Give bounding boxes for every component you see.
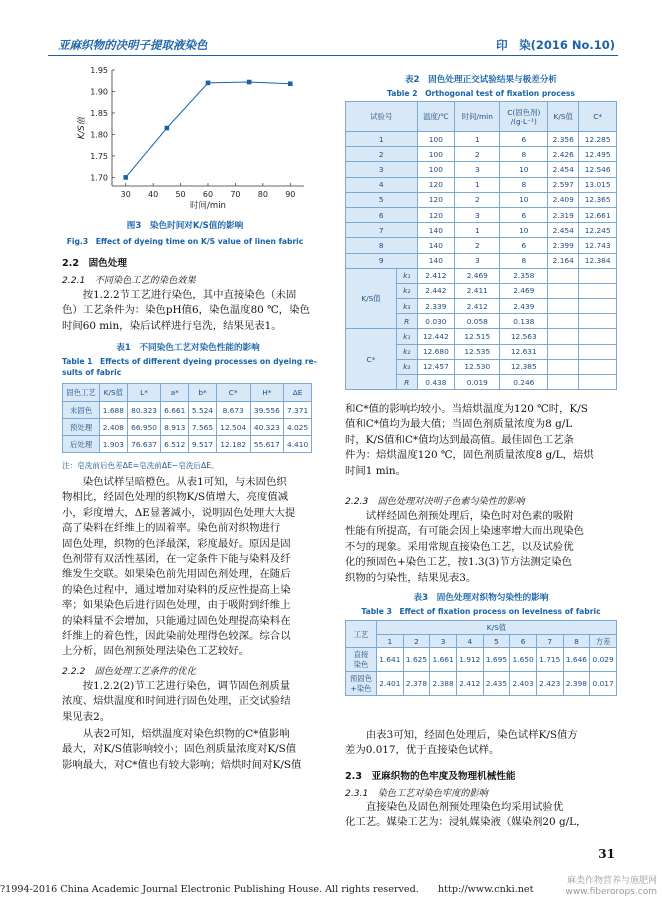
x-axis-label: 时间/min — [190, 201, 226, 210]
table-2-header-cell: 时间/min — [455, 102, 500, 132]
table-2-cell: 3 — [455, 207, 500, 222]
table-2-cell: 120 — [417, 177, 455, 192]
text-line: 纤维上的着色性，因此染前处理得色较深。综合以 — [62, 630, 291, 643]
y-tick-label: 1.90 — [90, 87, 108, 97]
table-2-empty-cell — [579, 268, 617, 283]
table-3-cell: 1.661 — [430, 648, 457, 672]
paragraph-2-2-1-intro — [62, 288, 314, 334]
table-3-row-label-line: 预固色 — [349, 673, 373, 683]
table-2-factor-label: k₁ — [396, 329, 417, 344]
table-3-row — [346, 672, 617, 696]
data-point — [247, 80, 252, 85]
table-2-cell: 12.535 — [455, 344, 500, 359]
header-rule — [48, 55, 618, 56]
table-3-caption-en: Table 3 Effect of fixation process on levelness of fabric — [361, 607, 601, 616]
section-2-2-heading: 2.2 固色处理 — [62, 258, 127, 269]
table-1-cell: 8.673 — [216, 402, 250, 419]
text-line: 率；如果染色后进行固色处理，由于吸附到纤维上 — [62, 599, 291, 612]
data-point — [288, 81, 293, 86]
table-2-factor-label: k₃ — [396, 359, 417, 374]
page-number: 31 — [598, 847, 615, 861]
table-2-cell: 12.515 — [455, 329, 500, 344]
table-1-row-label: 未固色 — [63, 402, 100, 419]
text-line: 按1.2.2(2)节工艺进行染色，调节固色剂质量 — [82, 680, 291, 692]
paragraph-2-2-2-analysis — [62, 727, 314, 773]
table-2-empty-cell — [579, 359, 617, 374]
table-2-row-label: 8 — [346, 238, 418, 253]
table-3-cell: 0.029 — [590, 648, 617, 672]
table-2-row — [346, 253, 617, 268]
table-2-row-label: 3 — [346, 162, 418, 177]
table-1-cell: 55.617 — [250, 436, 284, 453]
y-axis-label: K/S值 — [77, 116, 87, 140]
table-1-header-cell: 固色工艺 — [63, 384, 100, 402]
table-2-cell: 6 — [500, 238, 548, 253]
table-2-cell: 2.358 — [500, 268, 548, 283]
table-2-cell: 12.285 — [579, 132, 617, 147]
table-3-header-cell: K/S值 — [377, 621, 617, 635]
table-2-cell: 2.319 — [548, 207, 579, 222]
table-2 — [345, 101, 617, 390]
table-1-row-label: 后处理 — [63, 436, 100, 453]
table-1-caption-en-line2: sults of fabric — [62, 368, 122, 377]
table-2-header-cell: 温度/℃ — [417, 102, 455, 132]
table-3-caption-cn: 表3 固色处理对织物匀染性的影响 — [413, 593, 549, 603]
table-1-cell: 6.661 — [161, 402, 189, 419]
text-line: 时间60 min，染后试样进行皂洗，结果见表1。 — [62, 319, 282, 332]
paragraph-2-2-2-conclusion — [345, 402, 617, 479]
text-line: 和C*值的影响均较小。当焙烘温度为120 ℃时，K/S — [345, 403, 588, 415]
data-point — [165, 126, 170, 131]
table-2-empty-cell — [579, 314, 617, 329]
table-1-row — [63, 402, 312, 419]
table-2-cell: 12.661 — [579, 207, 617, 222]
x-tick-label: 30 — [120, 190, 131, 199]
table-3-sub-header-cell: 方差 — [590, 635, 617, 648]
table-2-cell: 13.015 — [579, 177, 617, 192]
text-line: 小，彩度增大，ΔE显著减小，说明固色处理大大提 — [62, 506, 296, 519]
table-3-cell: 2.378 — [403, 672, 430, 696]
table-1-cell: 76.637 — [127, 436, 161, 453]
table-2-row — [346, 177, 617, 192]
table-3-row-label-line: 直接 — [353, 649, 369, 659]
text-line: 值和C*值均为最大值；当固色剂质量浓度为8 g/L — [345, 418, 573, 431]
table-2-cell: 120 — [417, 192, 455, 207]
text-line: 物相比，经固色处理的织物K/S值增大，亮度值减 — [62, 491, 289, 504]
table-2-c-row — [346, 329, 617, 344]
table-2-cell: 100 — [417, 147, 455, 162]
table-1-cell: 80.323 — [127, 402, 161, 419]
table-2-cell: 8 — [500, 253, 548, 268]
table-1 — [62, 383, 312, 453]
table-3-cell: 2.412 — [456, 672, 483, 696]
text-line: 果见表2。 — [62, 710, 111, 723]
table-2-cell: 2.454 — [548, 223, 579, 238]
table-2-cell: 120 — [417, 207, 455, 222]
table-2-empty-cell — [548, 283, 579, 298]
table-1-cell: 40.323 — [250, 419, 284, 436]
table-2-cell: 2.469 — [455, 268, 500, 283]
table-1-cell: 9.517 — [189, 436, 217, 453]
table-1-note: 注：皂洗前后色差ΔE=皂洗前ΔE−皂洗后ΔE。 — [62, 461, 219, 470]
table-2-cell: 2.399 — [548, 238, 579, 253]
table-2-cell: 12.385 — [500, 359, 548, 374]
running-header-issue: 印 染(2016 No.10) — [496, 38, 615, 52]
table-2-empty-cell — [548, 359, 579, 374]
table-2-row — [346, 238, 617, 253]
table-1-cell: 5.524 — [189, 402, 217, 419]
table-2-row-label: 1 — [346, 132, 418, 147]
table-3-cell: 1.641 — [377, 648, 404, 672]
text-line: 的染料量不会增加，只能通过固色处理提高染料在 — [62, 614, 291, 627]
table-3-sub-header-cell: 1 — [377, 635, 404, 648]
table-1-cell: 4.025 — [284, 419, 312, 436]
table-2-header-row — [346, 102, 617, 132]
table-2-empty-cell — [548, 329, 579, 344]
table-1-cell: 66.950 — [127, 419, 161, 436]
y-tick-label: 1.95 — [90, 66, 108, 75]
table-2-cell: 2.339 — [417, 299, 455, 314]
table-2-cell: 3 — [455, 253, 500, 268]
text-line: 化工艺。媒染工艺为：浸轧媒染液（媒染剂20 g/L， — [345, 816, 587, 829]
table-3-cell: 2.398 — [563, 672, 590, 696]
table-3-cell: 2.403 — [510, 672, 537, 696]
text-line: 试样经固色剂预处理后，染色时对色素的吸附 — [365, 510, 574, 522]
x-tick-label: 60 — [202, 190, 214, 199]
table-2-cell: 2.469 — [500, 283, 548, 298]
table-1-header-cell: ΔE — [284, 384, 312, 402]
table-1-cell: 1.688 — [100, 402, 128, 419]
text-line: 性能有所提高，有可能会因上染速率增大而出现染色 — [345, 525, 584, 538]
paragraph-2-3-1 — [345, 800, 617, 831]
table-2-row — [346, 147, 617, 162]
table-1-cell: 8.913 — [161, 419, 189, 436]
table-3-cell: 1.625 — [403, 648, 430, 672]
table-3-row-label-line: +染色 — [350, 683, 372, 693]
table-2-cell: 2.412 — [455, 299, 500, 314]
table-1-row-label: 预处理 — [63, 419, 100, 436]
table-1-caption-en-line1: Table 1 Effects of different dyeing processes on dyeing re- — [62, 357, 317, 366]
figure-3-caption-cn: 图3 染色时间对K/S值的影响 — [126, 221, 244, 231]
table-2-empty-cell — [548, 344, 579, 359]
table-2-factor-label: k₂ — [396, 344, 417, 359]
table-3-cell: 1.715 — [536, 648, 563, 672]
table-2-cell: 0.030 — [417, 314, 455, 329]
table-2-cell: 10 — [500, 223, 548, 238]
table-2-ks-row — [346, 268, 617, 283]
text-line: 按1.2.2节工艺进行染色，其中直接染色（未固 — [82, 289, 297, 301]
text-line: 从表2可知，焙烘温度对染色织物的C*值影响 — [82, 728, 290, 740]
table-2-cell: 1 — [455, 132, 500, 147]
table-2-cell: 6 — [500, 207, 548, 222]
text-line: 差为0.017，优于直接染色试样。 — [345, 744, 500, 757]
table-1-cell: 7.371 — [284, 402, 312, 419]
x-tick-label: 90 — [285, 190, 296, 199]
section-2-3-heading: 2.3 亚麻织物的色牢度及物理机械性能 — [345, 771, 516, 782]
table-1-header-cell: C* — [216, 384, 250, 402]
table-2-row-label: 5 — [346, 192, 418, 207]
table-2-cell: 2.164 — [548, 253, 579, 268]
table-1-cell: 6.512 — [161, 436, 189, 453]
y-tick-label: 1.80 — [90, 130, 108, 140]
table-2-cell: 12.530 — [455, 359, 500, 374]
table-2-cell: 12.495 — [579, 147, 617, 162]
table-2-factor-label: k₂ — [396, 283, 417, 298]
table-3-cell: 2.388 — [430, 672, 457, 696]
section-2-2-1-heading: 2.2.1 不同染色工艺的染色效果 — [62, 275, 196, 286]
table-2-empty-cell — [579, 299, 617, 314]
table-3-group-row — [346, 621, 617, 635]
table-3-row-label — [346, 648, 377, 672]
table-2-cell: 140 — [417, 223, 455, 238]
table-2-cell: 0.246 — [500, 375, 548, 390]
table-2-row-label: 7 — [346, 223, 418, 238]
table-2-cell: 100 — [417, 132, 455, 147]
table-2-cell: 2.412 — [417, 268, 455, 283]
table-3-row — [346, 648, 617, 672]
table-2-cell: 8 — [500, 177, 548, 192]
table-2-cell: 2.409 — [548, 192, 579, 207]
table-3-cell: 1.646 — [563, 648, 590, 672]
table-1-cell: 39.556 — [250, 402, 284, 419]
table-2-cell: 10 — [500, 192, 548, 207]
table-2-cell: 0.058 — [455, 314, 500, 329]
table-2-cell: 2.454 — [548, 162, 579, 177]
table-3-sub-header-cell: 7 — [536, 635, 563, 648]
text-line: 的染色过程中，通过增加对染料的反应性提高上染 — [62, 583, 291, 596]
table-2-cell: 12.384 — [579, 253, 617, 268]
table-3-sub-header-cell: 4 — [456, 635, 483, 648]
text-line: 不匀的现象。采用常规直接染色工艺，以及试验优 — [345, 540, 574, 553]
table-2-empty-cell — [548, 375, 579, 390]
table-2-cell: 12.680 — [417, 344, 455, 359]
text-line: 固色处理，织物的色泽最深，彩度最好。原因是固 — [62, 537, 291, 550]
table-1-header-cell: H* — [250, 384, 284, 402]
table-2-cell: 12.245 — [579, 223, 617, 238]
table-2-cell: 2.597 — [548, 177, 579, 192]
paragraph-2-2-1-discussion — [62, 475, 314, 660]
table-2-empty-cell — [548, 299, 579, 314]
table-2-header-cell: C* — [579, 102, 617, 132]
text-line: 时间1 min。 — [345, 464, 406, 477]
table-3-row-label-line: 染色 — [353, 659, 369, 669]
table-2-cell: 2 — [455, 192, 500, 207]
table-1-cell: 2.408 — [100, 419, 128, 436]
table-1-header-cell: K/S值 — [100, 384, 128, 402]
table-2-cell: 12.631 — [500, 344, 548, 359]
watermark: 麻类作物营养与施肥网 www.fiberorops.com — [565, 876, 657, 897]
table-3-sub-header-cell: 3 — [430, 635, 457, 648]
table-1-cell: 7.565 — [189, 419, 217, 436]
table-2-cell: 2.426 — [548, 147, 579, 162]
text-line: 织物的匀染性，结果见表3。 — [345, 571, 477, 584]
table-1-cell: 12.504 — [216, 419, 250, 436]
table-1-row — [63, 419, 312, 436]
table-1-cell: 1.903 — [100, 436, 128, 453]
table-2-header-cell: K/S值 — [548, 102, 579, 132]
table-2-row — [346, 132, 617, 147]
table-3-sub-header-cell: 8 — [563, 635, 590, 648]
table-2-row — [346, 162, 617, 177]
table-2-cell: 8 — [500, 147, 548, 162]
paragraph-2-2-3-intro — [345, 509, 617, 586]
table-2-cell: 2.442 — [417, 283, 455, 298]
text-line: 色剂带有双活性基团，在一定条件下能与染料及纤 — [62, 553, 291, 566]
table-2-row — [346, 207, 617, 222]
table-1-caption-cn: 表1 不同染色工艺对染色性能的影响 — [116, 343, 260, 353]
table-2-c-group-label: C* — [346, 329, 397, 390]
table-2-row-label: 6 — [346, 207, 418, 222]
text-line: 维发生交联。如果染色前先用固色剂处理，在随后 — [62, 568, 291, 581]
table-3-cell: 2.423 — [536, 672, 563, 696]
table-2-cell: 12.365 — [579, 192, 617, 207]
table-1-header-cell: L* — [127, 384, 161, 402]
data-point — [123, 175, 128, 180]
table-2-row — [346, 223, 617, 238]
table-2-cell: 2.439 — [500, 299, 548, 314]
text-line: 直接染色及固色剂预处理染色均采用试验优 — [365, 801, 564, 813]
text-line: 由表3可知，经固色处理后，染色试样K/S值方 — [365, 729, 578, 741]
table-2-cell: 12.743 — [579, 238, 617, 253]
table-2-ks-group-label: K/S值 — [346, 268, 397, 329]
table-2-cell: 2.356 — [548, 132, 579, 147]
x-tick-label: 50 — [175, 190, 186, 199]
table-3-row-label — [346, 672, 377, 696]
table-3-sub-header-row — [346, 635, 617, 648]
table-1-header-cell: b* — [189, 384, 217, 402]
table-3-sub-header-cell: 5 — [483, 635, 510, 648]
table-2-empty-cell — [579, 375, 617, 390]
table-2-cell: 3 — [455, 162, 500, 177]
y-tick-label: 1.70 — [90, 173, 108, 183]
table-3-header-cell: 工艺 — [346, 621, 377, 648]
table-2-cell: 2 — [455, 147, 500, 162]
table-2-factor-label: k₁ — [396, 268, 417, 283]
text-line: 上分析，固色剂预处理法染色工艺较好。 — [62, 645, 250, 658]
figure-3-chart — [72, 62, 312, 210]
table-2-cell: 6 — [500, 132, 548, 147]
table-2-cell: 140 — [417, 238, 455, 253]
table-2-cell: 2.411 — [455, 283, 500, 298]
table-2-empty-cell — [548, 268, 579, 283]
table-2-cell: 0.019 — [455, 375, 500, 390]
y-tick-label: 1.75 — [90, 151, 108, 161]
table-1-cell: 4.410 — [284, 436, 312, 453]
data-point — [206, 81, 211, 86]
table-2-factor-label: k₃ — [396, 299, 417, 314]
text-line: 化的预固色+染色工艺，按1.3(3)节方法测定染色 — [345, 556, 572, 569]
section-2-2-3-heading: 2.2.3 固色处理对决明子色素匀染性的影响 — [345, 496, 525, 507]
section-2-3-1-heading: 2.3.1 染色工艺对染色牢度的影响 — [345, 788, 488, 799]
table-2-caption-en: Table 2 Orthogonal test of fixation process — [387, 89, 575, 98]
text-line: 高了染料在纤维上的固着率。染色前对织物进行 — [62, 522, 281, 535]
table-2-empty-cell — [579, 283, 617, 298]
table-3 — [345, 620, 617, 696]
table-1-cell: 12.182 — [216, 436, 250, 453]
table-2-header-cell: 试验号 — [346, 102, 418, 132]
table-2-cell: 2 — [455, 238, 500, 253]
table-2-cell: 12.546 — [579, 162, 617, 177]
paragraph-2-2-2-intro — [62, 679, 314, 725]
text-line: 影响最大，对C*值也有较大影响；焙烘时间对K/S值 — [62, 758, 302, 771]
table-2-empty-cell — [548, 314, 579, 329]
table-1-header-cell: a* — [161, 384, 189, 402]
text-line: 浓度、焙烘温度和时间进行固色处理，正交试验结 — [62, 695, 291, 708]
table-1-row — [63, 436, 312, 453]
table-2-caption-cn: 表2 固色处理正交试验结果与极差分析 — [404, 75, 558, 85]
table-2-row-label: 9 — [346, 253, 418, 268]
table-2-cell: 0.138 — [500, 314, 548, 329]
table-2-empty-cell — [579, 329, 617, 344]
text-line: 色）工艺条件为：染色pH值6，染色温度80 ℃，染色 — [62, 304, 310, 317]
x-tick-label: 80 — [257, 190, 268, 199]
text-line: 时，K/S值和C*值均达到最高值。最佳固色工艺条 — [345, 433, 574, 446]
series-line — [126, 82, 291, 177]
table-3-cell: 1.695 — [483, 648, 510, 672]
table-2-cell: 0.438 — [417, 375, 455, 390]
text-line: 件为：焙烘温度120 ℃，固色剂质量浓度8 g/L，焙烘 — [345, 449, 594, 462]
table-2-cell: 12.442 — [417, 329, 455, 344]
table-2-cell: 12.457 — [417, 359, 455, 374]
table-2-cell: 10 — [500, 162, 548, 177]
table-3-cell: 2.435 — [483, 672, 510, 696]
text-line: 最大，对K/S值影响较小；固色剂质量浓度对K/S值 — [62, 743, 297, 756]
table-2-cell: 100 — [417, 162, 455, 177]
table-2-row-label: 4 — [346, 177, 418, 192]
table-1-header-row — [63, 384, 312, 402]
y-tick-label: 1.85 — [90, 108, 108, 118]
table-2-header-cell: C(固色剂) /(g·L⁻¹) — [500, 102, 548, 132]
table-2-cell: 12.563 — [500, 329, 548, 344]
table-2-cell: 1 — [455, 177, 500, 192]
table-3-sub-header-cell: 6 — [510, 635, 537, 648]
table-2-empty-cell — [579, 344, 617, 359]
table-3-cell: 1.650 — [510, 648, 537, 672]
paragraph-2-2-3-conclusion — [345, 728, 617, 759]
table-2-cell: 1 — [455, 223, 500, 238]
table-2-cell: 140 — [417, 253, 455, 268]
table-3-sub-header-cell: 2 — [403, 635, 430, 648]
text-line: 染色试样呈暗橙色。从表1可知，与未固色织 — [82, 476, 287, 488]
table-2-factor-label: R — [396, 314, 417, 329]
x-tick-label: 70 — [230, 190, 241, 199]
figure-3-caption-en: Fig.3 Effect of dyeing time on K/S value of linen fabric — [66, 237, 304, 246]
copyright-footer: ?1994-2016 China Academic Journal Electronic Publishing House. All rights reserved. http://www.cnki.net — [0, 884, 534, 895]
table-2-factor-label: R — [396, 375, 417, 390]
table-3-cell: 0.017 — [590, 672, 617, 696]
section-2-2-2-heading: 2.2.2 固色处理工艺条件的优化 — [62, 666, 196, 677]
running-header-title: 亚麻织物的决明子提取液染色 — [58, 38, 208, 52]
table-3-cell: 1.912 — [456, 648, 483, 672]
table-2-row-label: 2 — [346, 147, 418, 162]
table-2-row — [346, 192, 617, 207]
table-3-cell: 2.401 — [377, 672, 404, 696]
x-tick-label: 40 — [148, 190, 159, 199]
